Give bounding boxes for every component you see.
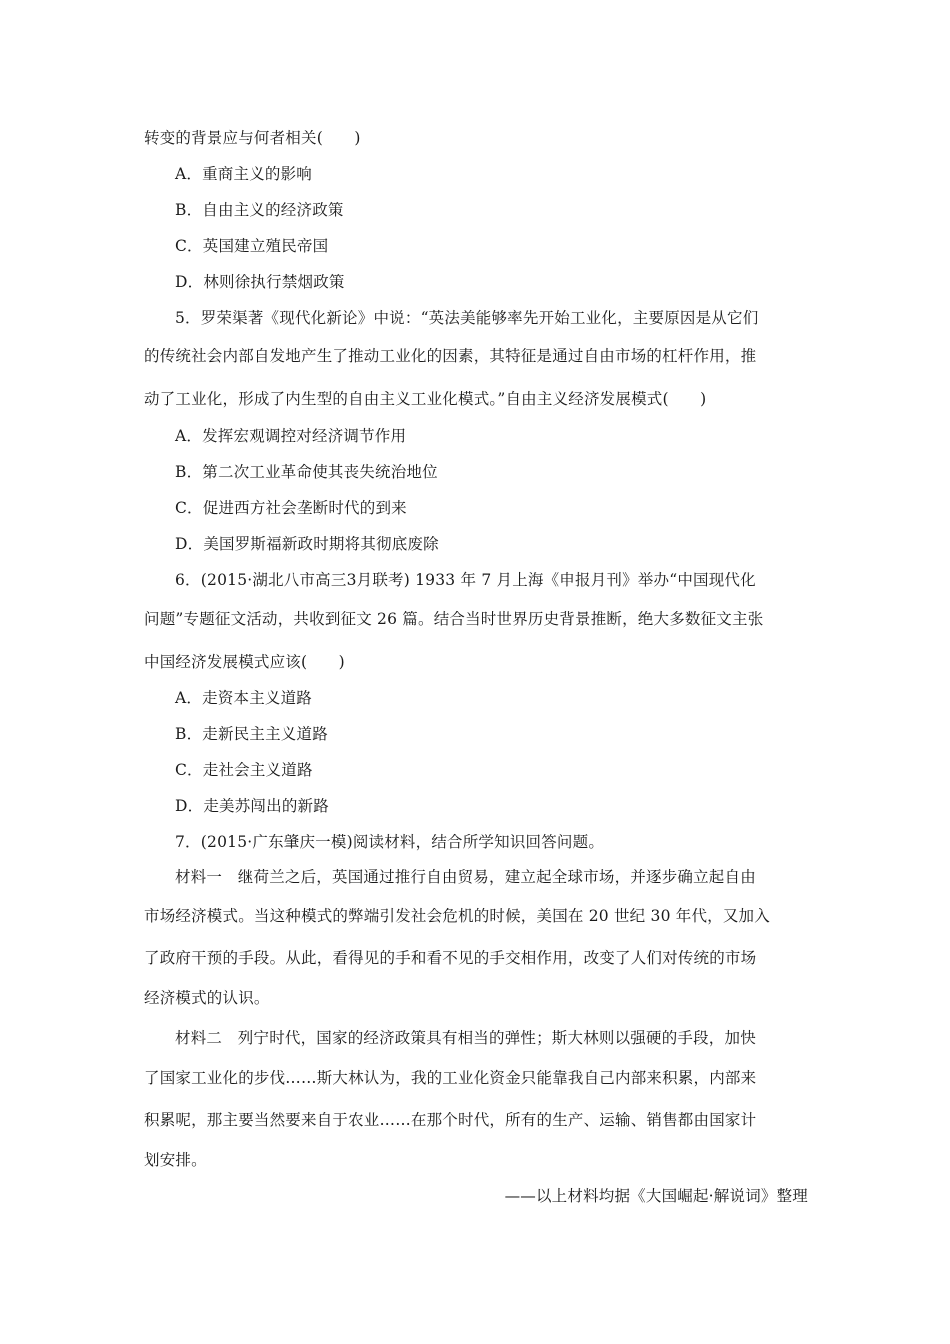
q6-option-b: B．走新民主主义道路 (175, 725, 328, 743)
q7-material1-line-3: 了政府干预的手段。从此，看得见的手和看不见的手交相作用，改变了人们对传统的市场 (144, 949, 757, 967)
q5-stem-line-1: 5．罗荣渠著《现代化新论》中说：“英法美能够率先开始工业化，主要原因是从它们 (175, 309, 759, 327)
q6-stem-line-3: 中国经济发展模式应该( ) (144, 653, 345, 671)
q7-material2-line-4: 划安排。 (144, 1151, 207, 1169)
q7-stem: 7．(2015·广东肇庆一模)阅读材料，结合所学知识回答问题。 (175, 833, 605, 851)
q4-option-d: D．林则徐执行禁烟政策 (175, 273, 345, 291)
q6-option-a: A．走资本主义道路 (175, 689, 312, 707)
q4-option-b: B．自由主义的经济政策 (175, 201, 344, 219)
q5-option-d: D．美国罗斯福新政时期将其彻底废除 (175, 535, 439, 553)
q7-material2-line-1: 材料二 列宁时代，国家的经济政策具有相当的弹性；斯大林则以强硬的手段，加快 (175, 1029, 756, 1047)
q5-stem-line-3: 动了工业化，形成了内生型的自由主义工业化模式。”自由主义经济发展模式( ) (144, 390, 707, 408)
q4-option-a: A．重商主义的影响 (175, 165, 312, 183)
q6-stem-line-2: 问题”专题征文活动，共收到征文 26 篇。结合当时世界历史背景推断，绝大多数征文主张 (144, 610, 764, 628)
q6-stem-line-1: 6．(2015·湖北八市高三3月联考) 1933 年 7 月上海《申报月刊》举办“中国现代化 (175, 571, 756, 589)
q5-option-b: B．第二次工业革命使其丧失统治地位 (175, 463, 438, 481)
q7-material1-line-4: 经济模式的认识。 (144, 989, 270, 1007)
q7-material2-line-2: 了国家工业化的步伐……斯大林认为，我的工业化资金只能靠我自己内部来积累，内部来 (144, 1069, 757, 1087)
q4-stem-tail: 转变的背景应与何者相关( ) (144, 129, 361, 147)
q7-material2-line-3: 积累呢，那主要当然要来自于农业……在那个时代，所有的生产、运输、销售都由国家计 (144, 1111, 757, 1129)
q5-option-c: C．促进西方社会垄断时代的到来 (175, 499, 407, 517)
q6-option-d: D．走美苏闯出的新路 (175, 797, 329, 815)
q5-option-a: A．发挥宏观调控对经济调节作用 (175, 427, 407, 445)
q7-material1-line-1: 材料一 继荷兰之后，英国通过推行自由贸易，建立起全球市场，并逐步确立起自由 (175, 868, 756, 886)
q4-option-c: C．英国建立殖民帝国 (175, 237, 329, 255)
q7-source-citation: ——以上材料均据《大国崛起·解说词》整理 (504, 1187, 808, 1205)
q7-material1-line-2: 市场经济模式。当这种模式的弊端引发社会危机的时候，美国在 20 世纪 30 年代，又加入 (144, 907, 770, 925)
q5-stem-line-2: 的传统社会内部自发地产生了推动工业化的因素，其特征是通过自由市场的杠杆作用，推 (144, 347, 757, 365)
q6-option-c: C．走社会主义道路 (175, 761, 313, 779)
